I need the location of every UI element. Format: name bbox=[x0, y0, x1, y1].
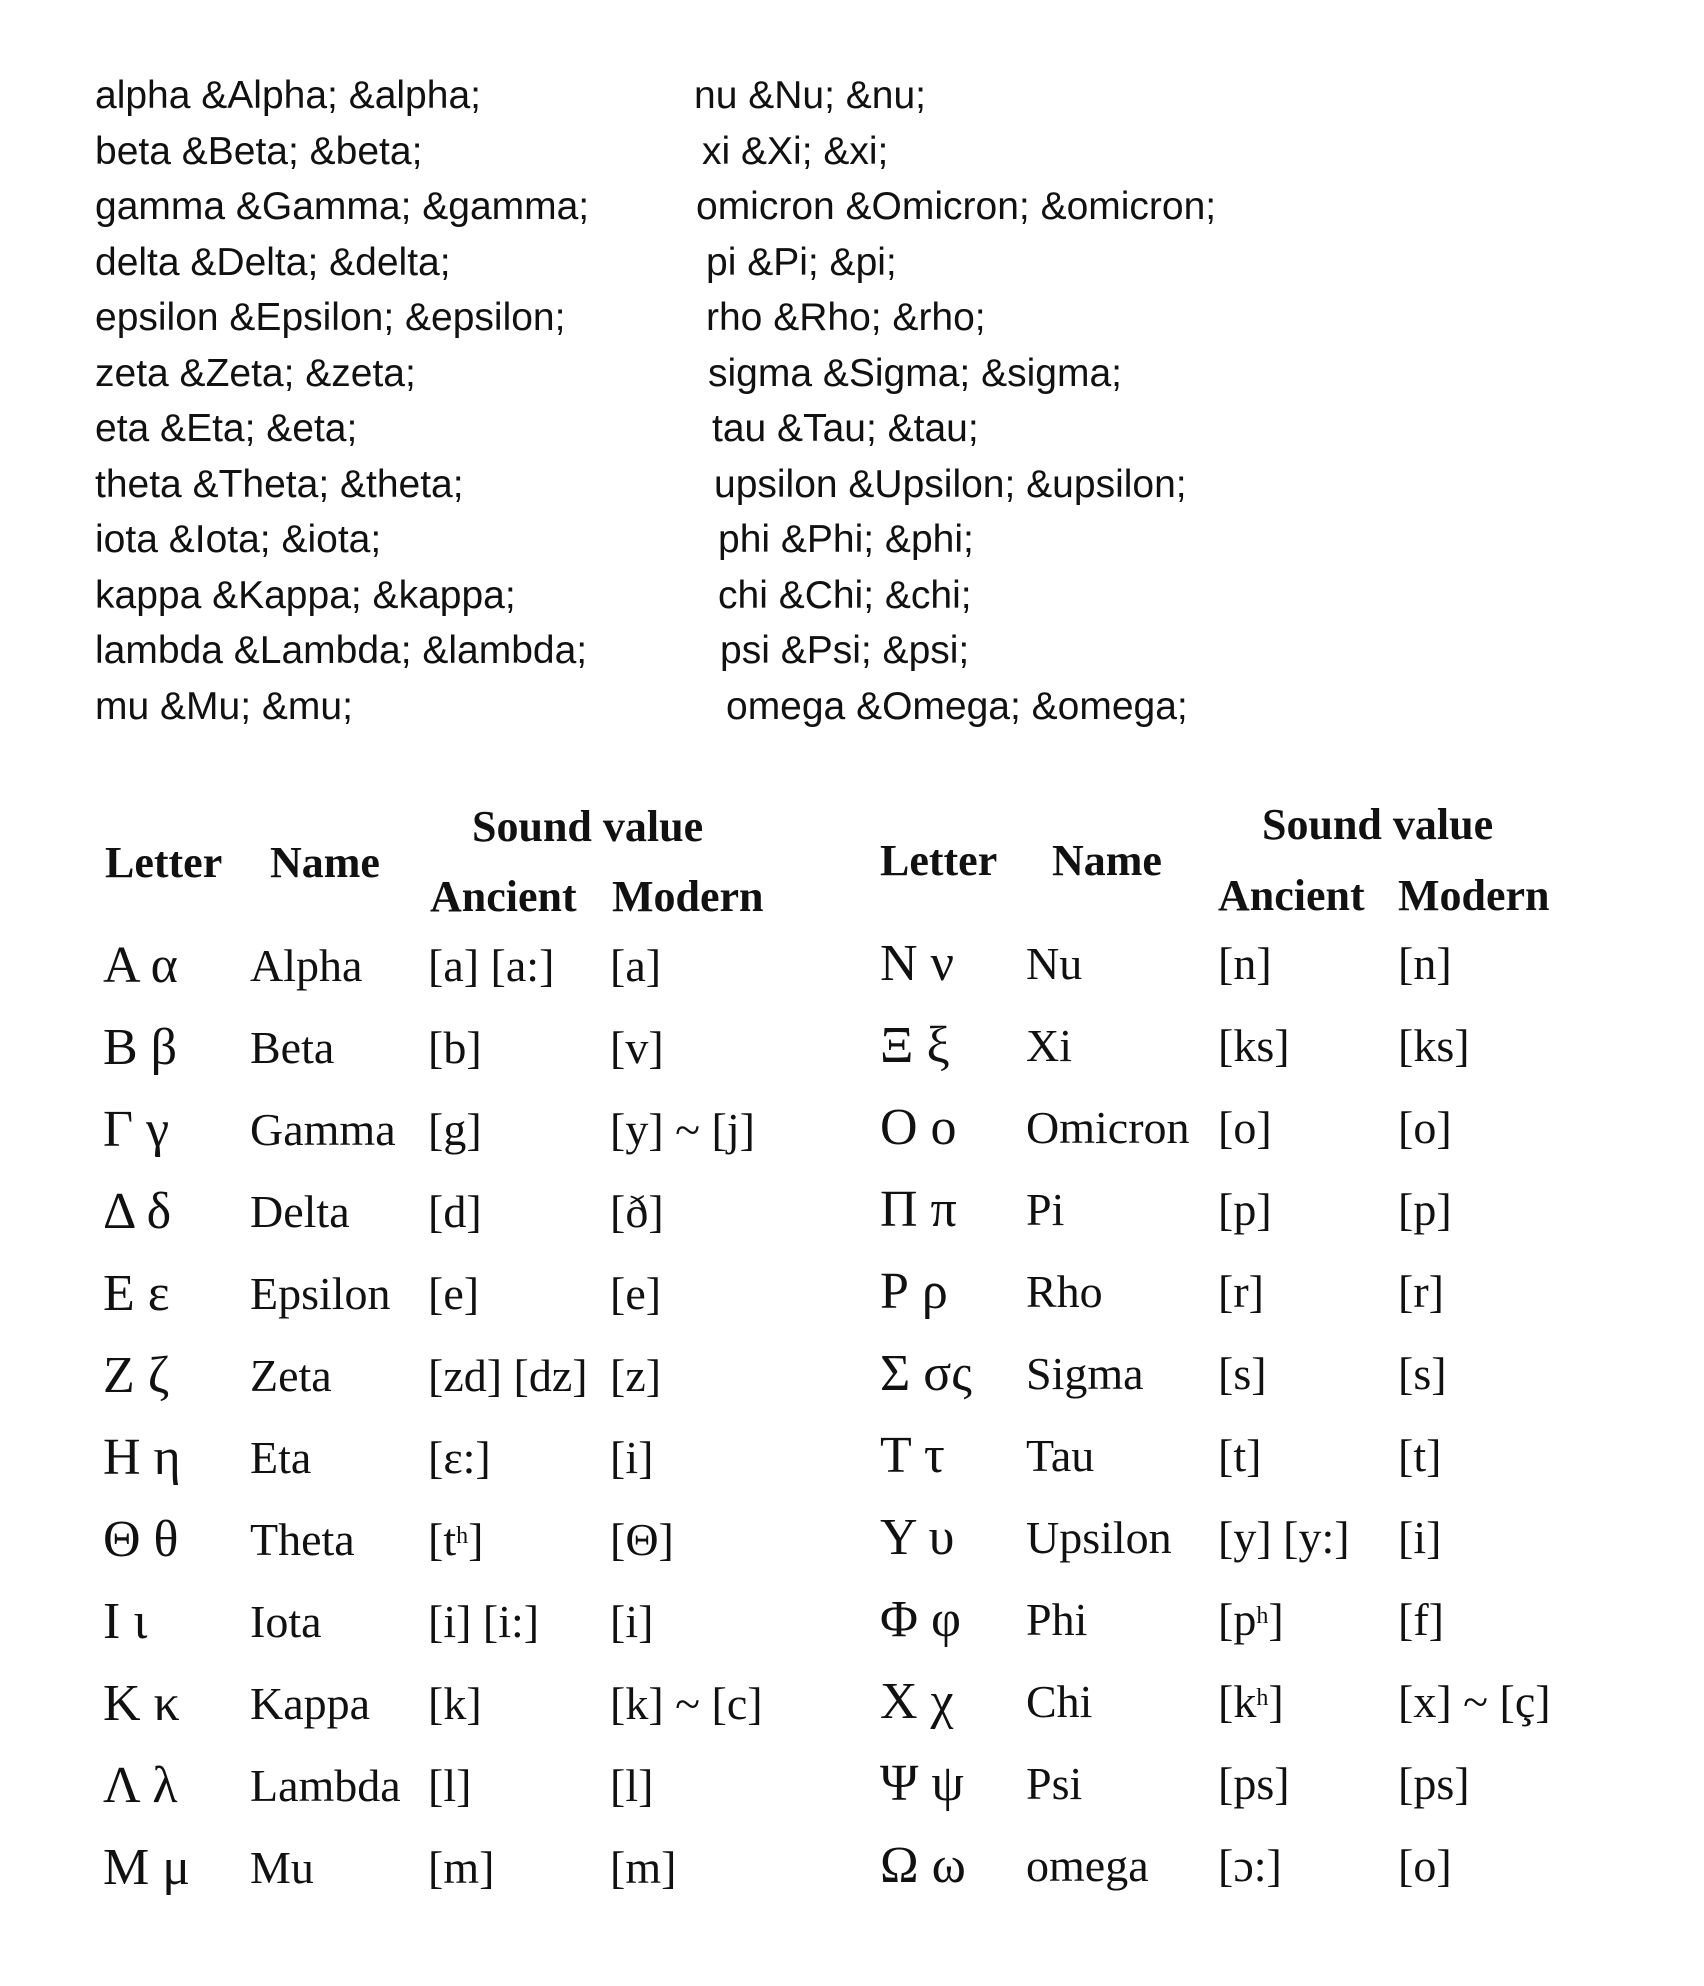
entity-line: psi &Psi; &psi; bbox=[720, 629, 970, 672]
name-cell: Phi bbox=[1026, 1594, 1088, 1645]
table-row bbox=[0, 1415, 1704, 1497]
table-row bbox=[0, 1087, 1704, 1169]
entity-line: omega &Omega; &omega; bbox=[726, 684, 1188, 728]
header-ancient: Ancient bbox=[430, 872, 577, 921]
entity-line: phi &Phi; &phi; bbox=[718, 518, 974, 561]
name-cell: Rho bbox=[1026, 1266, 1103, 1317]
modern-cell: [m] bbox=[610, 1842, 677, 1893]
letter-cell: Λ λ bbox=[103, 1757, 178, 1814]
ancient-cell: [d] bbox=[428, 1186, 482, 1237]
modern-cell: [Θ] bbox=[610, 1514, 674, 1565]
modern-cell: [r] bbox=[1398, 1266, 1444, 1317]
name-cell: Gamma bbox=[250, 1104, 396, 1155]
table-row bbox=[0, 1169, 1704, 1251]
letter-cell: Γ γ bbox=[103, 1101, 170, 1158]
header-modern: Modern bbox=[1398, 871, 1550, 920]
ancient-cell: [m] bbox=[428, 1842, 495, 1893]
ancient-cell: [k] bbox=[428, 1678, 482, 1729]
name-cell: Zeta bbox=[250, 1350, 332, 1401]
letter-cell: Α α bbox=[103, 937, 178, 994]
letter-cell: Ξ ξ bbox=[880, 1017, 950, 1074]
name-cell: Xi bbox=[1026, 1020, 1072, 1071]
modern-cell: [ð] bbox=[610, 1186, 664, 1237]
entity-line: delta &Delta; &delta; bbox=[95, 240, 451, 284]
name-cell: Mu bbox=[250, 1842, 314, 1893]
modern-cell: [o] bbox=[1398, 1840, 1452, 1891]
modern-cell: [i] bbox=[610, 1432, 654, 1483]
header-letter: Letter bbox=[880, 836, 998, 885]
entity-line: pi &Pi; &pi; bbox=[706, 240, 897, 284]
entity-line: nu &Nu; &nu; bbox=[694, 74, 926, 117]
letter-cell: Κ κ bbox=[103, 1675, 180, 1732]
letter-cell: Μ μ bbox=[103, 1839, 191, 1896]
modern-cell: [ks] bbox=[1398, 1020, 1470, 1071]
name-cell: omega bbox=[1026, 1840, 1149, 1891]
letter-cell: Σ σς bbox=[880, 1345, 972, 1402]
letter-cell: Υ υ bbox=[880, 1509, 955, 1566]
ancient-cell: [s] bbox=[1218, 1348, 1267, 1399]
letter-cell: Π π bbox=[880, 1181, 957, 1238]
ancient-cell: [t] bbox=[1218, 1430, 1262, 1481]
name-cell: Pi bbox=[1026, 1184, 1065, 1235]
table-row bbox=[0, 1579, 1704, 1661]
table-row bbox=[0, 1333, 1704, 1415]
ancient-cell: [n] bbox=[1218, 938, 1272, 989]
ancient-cell: [o] bbox=[1218, 1102, 1272, 1153]
ancient-cell: [g] bbox=[428, 1104, 482, 1155]
letter-cell: Ο ο bbox=[880, 1099, 957, 1156]
entity-line: mu &Mu; &mu; bbox=[95, 684, 353, 728]
entity-line: eta &Eta; &eta; bbox=[95, 407, 358, 450]
letter-cell: Β β bbox=[103, 1019, 178, 1076]
ancient-cell: [l] bbox=[428, 1760, 472, 1811]
entity-line: lambda &Lambda; &lambda; bbox=[95, 629, 588, 672]
header-name: Name bbox=[1052, 836, 1162, 885]
entity-line: alpha &Alpha; &alpha; bbox=[95, 74, 481, 117]
entity-line: gamma &Gamma; &gamma; bbox=[95, 185, 590, 228]
entity-line: iota &Iota; &iota; bbox=[95, 518, 382, 561]
letter-cell: Δ δ bbox=[103, 1183, 172, 1240]
modern-cell: [x] ~ [ç] bbox=[1398, 1676, 1551, 1727]
table-row bbox=[0, 1005, 1704, 1087]
name-cell: Upsilon bbox=[1026, 1512, 1172, 1563]
modern-cell: [f] bbox=[1398, 1594, 1444, 1645]
modern-cell: [o] bbox=[1398, 1102, 1452, 1153]
entity-column-left bbox=[95, 68, 589, 734]
entity-line: omicron &Omicron; &omicron; bbox=[696, 185, 1217, 228]
modern-cell: [l] bbox=[610, 1760, 654, 1811]
modern-cell: [z] bbox=[610, 1350, 662, 1401]
table-row bbox=[0, 1661, 1704, 1743]
ancient-cell: [i] [i:] bbox=[428, 1596, 540, 1647]
ancient-cell: [ɔ:] bbox=[1218, 1840, 1282, 1891]
modern-cell: [e] bbox=[610, 1268, 662, 1319]
name-cell: Eta bbox=[250, 1432, 312, 1483]
modern-cell: [ps] bbox=[1398, 1758, 1470, 1809]
name-cell: Psi bbox=[1026, 1758, 1083, 1809]
ancient-cell: [zd] [dz] bbox=[428, 1350, 588, 1401]
entity-line: upsilon &Upsilon; &upsilon; bbox=[714, 462, 1187, 506]
ancient-cell: [ɛ:] bbox=[428, 1432, 491, 1483]
letter-cell: Θ θ bbox=[103, 1511, 179, 1568]
entity-line: tau &Tau; &tau; bbox=[712, 407, 979, 450]
name-cell: Epsilon bbox=[250, 1268, 391, 1319]
header-modern: Modern bbox=[612, 872, 764, 921]
modern-cell: [p] bbox=[1398, 1184, 1452, 1235]
header-ancient: Ancient bbox=[1218, 871, 1365, 920]
table-row bbox=[0, 1743, 1704, 1825]
letter-cell: Ω ω bbox=[880, 1837, 966, 1894]
modern-cell: [i] bbox=[610, 1596, 654, 1647]
ancient-cell: $[t^h]$ bbox=[428, 1514, 484, 1565]
modern-cell: [v] bbox=[610, 1022, 664, 1073]
name-cell: Chi bbox=[1026, 1676, 1093, 1727]
entity-line: rho &Rho; &rho; bbox=[706, 296, 986, 339]
table-row bbox=[0, 1497, 1704, 1579]
entity-line: kappa &Kappa; &kappa; bbox=[95, 573, 516, 617]
entity-line: theta &Theta; &theta; bbox=[95, 462, 464, 506]
letter-cell: Ψ ψ bbox=[880, 1755, 964, 1812]
name-cell: Kappa bbox=[250, 1678, 371, 1729]
name-cell: Theta bbox=[250, 1514, 355, 1565]
ancient-cell: [e] bbox=[428, 1268, 480, 1319]
header-sound-value: Sound value bbox=[472, 802, 704, 851]
name-cell: Iota bbox=[250, 1596, 322, 1647]
ancient-cell: [b] bbox=[428, 1022, 482, 1073]
entity-line: xi &Xi; &xi; bbox=[702, 129, 889, 173]
name-cell: Nu bbox=[1026, 938, 1083, 989]
header-sound-value: Sound value bbox=[1262, 800, 1494, 849]
name-cell: Delta bbox=[250, 1186, 350, 1237]
entity-line: beta &Beta; &beta; bbox=[95, 129, 423, 173]
ancient-cell: [a] [a:] bbox=[428, 940, 555, 991]
ancient-cell: [ks] bbox=[1218, 1020, 1290, 1071]
letter-cell: Ν ν bbox=[880, 935, 955, 992]
entity-line: zeta &Zeta; &zeta; bbox=[95, 351, 416, 395]
entity-line: epsilon &Epsilon; &epsilon; bbox=[95, 296, 566, 339]
table-row bbox=[0, 923, 1704, 1005]
name-cell: Lambda bbox=[250, 1760, 401, 1811]
letter-cell: Ε ε bbox=[103, 1265, 170, 1322]
letter-cell: Ρ ρ bbox=[880, 1263, 948, 1320]
modern-cell: [k] ~ [c] bbox=[610, 1678, 763, 1729]
name-cell: Beta bbox=[250, 1022, 335, 1073]
header-name: Name bbox=[270, 838, 380, 887]
ancient-cell: $[p^h]$ bbox=[1218, 1594, 1284, 1645]
name-cell: Sigma bbox=[1026, 1348, 1144, 1399]
entity-line: chi &Chi; &chi; bbox=[718, 573, 972, 617]
modern-cell: [y] ~ [j] bbox=[610, 1104, 755, 1155]
letter-cell: Η η bbox=[103, 1429, 181, 1486]
letter-cell: Χ χ bbox=[880, 1673, 954, 1730]
letter-cell: Φ φ bbox=[880, 1591, 962, 1648]
ancient-cell: [p] bbox=[1218, 1184, 1272, 1235]
name-cell: Tau bbox=[1026, 1430, 1095, 1481]
header-letter: Letter bbox=[105, 838, 223, 887]
letter-cell: Ι ι bbox=[103, 1593, 148, 1650]
letter-cell: Τ τ bbox=[880, 1427, 945, 1484]
modern-cell: [n] bbox=[1398, 938, 1452, 989]
ancient-cell: [y] [y:] bbox=[1218, 1512, 1350, 1563]
letter-cell: Ζ ζ bbox=[103, 1347, 170, 1404]
ancient-cell: [r] bbox=[1218, 1266, 1264, 1317]
name-cell: Alpha bbox=[250, 940, 363, 991]
modern-cell: [a] bbox=[610, 940, 662, 991]
ancient-cell: [ps] bbox=[1218, 1758, 1290, 1809]
table-row bbox=[0, 1251, 1704, 1333]
modern-cell: [i] bbox=[1398, 1512, 1442, 1563]
modern-cell: [t] bbox=[1398, 1430, 1442, 1481]
ancient-cell: $[k^h]$ bbox=[1218, 1676, 1284, 1727]
modern-cell: [s] bbox=[1398, 1348, 1447, 1399]
entity-line: sigma &Sigma; &sigma; bbox=[708, 351, 1122, 395]
name-cell: Omicron bbox=[1026, 1102, 1190, 1153]
table-row bbox=[0, 1825, 1704, 1907]
